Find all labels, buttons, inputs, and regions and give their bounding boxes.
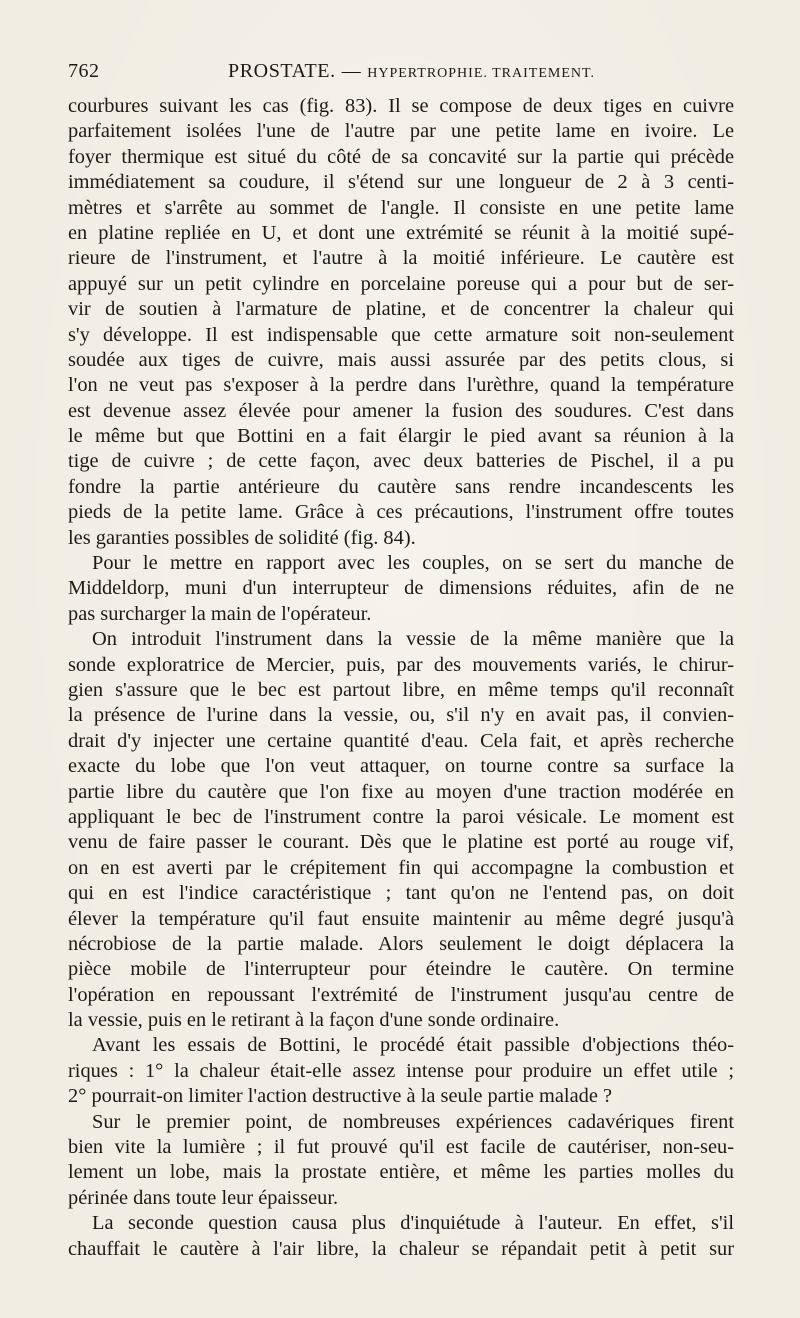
text-line: est devenue assez élevée pour amener la fusion des soudures. C'est dans [68, 399, 734, 422]
text-line: parfaitement isolées l'une de l'autre par une petite lame en ivoire. Le [68, 120, 734, 143]
text-line: tige de cuivre ; de cette façon, avec deux batteries de Pischel, il a pu [68, 450, 734, 473]
text-line: la présence de l'urine dans la vessie, ou, s'il n'y en avait pas, il convien- [68, 704, 734, 727]
text-line: rieure de l'instrument, et l'autre à la moitié inférieure. Le cautère est [68, 247, 734, 270]
header-dash: — [341, 61, 362, 82]
text-line: venu de faire passer le courant. Dès que le platine est porté au rouge vif, [68, 831, 734, 854]
text-line: s'y développe. Il est indispensable que cette armature soit non-seulement [68, 323, 734, 346]
text-line: gien s'assure que le bec est partout libre, en même temps qu'il reconnaît [68, 678, 734, 701]
section-subtitle: HYPERTROPHIE. TRAITEMENT. [367, 66, 596, 81]
text-line: exacte du lobe que l'on veut attaquer, on tourne contre sa surface la [68, 755, 734, 778]
running-header [68, 56, 734, 90]
text-line: pièce mobile de l'interrupteur pour éteindre le cautère. On termine [68, 958, 734, 981]
chapter-title: PROSTATE. [228, 60, 336, 82]
text-line: partie libre du cautère que l'on fixe au moyen d'une traction modérée en [68, 780, 734, 803]
paragraph-end-line: les garanties possibles de solidité (fig. 84). [68, 526, 416, 549]
paragraph-start-line: Sur le premier point, de nombreuses expériences cadavériques firent [92, 1110, 734, 1133]
text-line: drait d'y injecter une certaine quantité d'eau. Cela fait, et après recherche [68, 729, 734, 752]
text-line: soudée aux tiges de cuivre, mais aussi assurée par des petits clous, si [68, 348, 734, 371]
text-line: lement un lobe, mais la prostate entière, et même les parties molles du [68, 1161, 734, 1184]
running-head [228, 60, 595, 83]
text-line: le même but que Bottini en a fait élargir le pied avant sa réunion à la [68, 425, 734, 448]
text-line: l'on ne veut pas s'exposer à la perdre dans l'urèthre, quand la température [68, 374, 734, 397]
paragraph-start-line: On introduit l'instrument dans la vessie de la même manière que la [92, 628, 734, 651]
text-line: l'opération en repoussant l'extrémité de l'instrument jusqu'au centre de [68, 983, 734, 1006]
text-line: chauffait le cautère à l'air libre, la chaleur se répandait petit à petit sur [68, 1237, 734, 1260]
text-line: foyer thermique est situé du côté de sa concavité sur la partie qui précède [68, 145, 734, 168]
text-line: immédiatement sa coudure, il s'étend sur une longueur de 2 à 3 centi- [68, 171, 734, 194]
text-line: mètres et s'arrête au sommet de l'angle. Il consiste en une petite lame [68, 196, 734, 219]
text-line: vir de soutien à l'armature de platine, et de concentrer la chaleur qui [68, 298, 734, 321]
text-line: appliquant le bec de l'instrument contre la paroi vésicale. Le moment est [68, 805, 734, 828]
text-line: bien vite la lumière ; il fut prouvé qu'il est facile de cautériser, non-seu- [68, 1136, 734, 1159]
paragraph-end-line: périnée dans toute leur épaisseur. [68, 1186, 339, 1209]
text-line: sonde exploratrice de Mercier, puis, par des mouvements variés, le chirur- [68, 653, 734, 676]
paragraph-end-line: 2° pourrait-on limiter l'action destructive à la seule partie malade ? [68, 1085, 613, 1108]
text-line: nécrobiose de la partie malade. Alors seulement le doigt déplacera la [68, 932, 734, 955]
paragraph-start-line: Pour le mettre en rapport avec les couples, on se sert du manche de [92, 552, 734, 575]
paragraph-end-line: pas surcharger la main de l'opérateur. [68, 602, 372, 625]
text-line: appuyé sur un petit cylindre en porcelaine poreuse qui a pour but de ser- [68, 272, 734, 295]
text-line: pieds de la petite lame. Grâce à ces précautions, l'instrument offre toutes [68, 501, 734, 524]
paragraph-start-line: Avant les essais de Bottini, le procédé était passible d'objections théo- [92, 1034, 734, 1057]
text-line: élever la température qu'il faut ensuite maintenir au même degré jusqu'à [68, 907, 734, 930]
text-line: on en est averti par le crépitement fin qui accompagne la combustion et [68, 856, 734, 879]
text-line: Middeldorp, muni d'un interrupteur de dimensions réduites, afin de ne [68, 577, 734, 600]
paragraph-end-line: la vessie, puis en le retirant à la façon d'une sonde ordinaire. [68, 1009, 560, 1032]
text-line: riques : 1° la chaleur était-elle assez intense pour produire un effet utile ; [68, 1059, 734, 1082]
text-line: fondre la partie antérieure du cautère sans rendre incandescents les [68, 475, 734, 498]
page-number: 762 [68, 60, 100, 82]
paragraph-start-line: La seconde question causa plus d'inquiétude à l'auteur. En effet, s'il [92, 1212, 734, 1235]
body-text [68, 94, 734, 1262]
text-line: en platine repliée en U, et dont une extrémité se réunit à la moitié supé- [68, 221, 734, 244]
text-line: qui en est l'indice caractéristique ; tant qu'on ne l'entend pas, on doit [68, 882, 734, 905]
text-line: courbures suivant les cas (fig. 83). Il se compose de deux tiges en cuivre [68, 95, 734, 117]
